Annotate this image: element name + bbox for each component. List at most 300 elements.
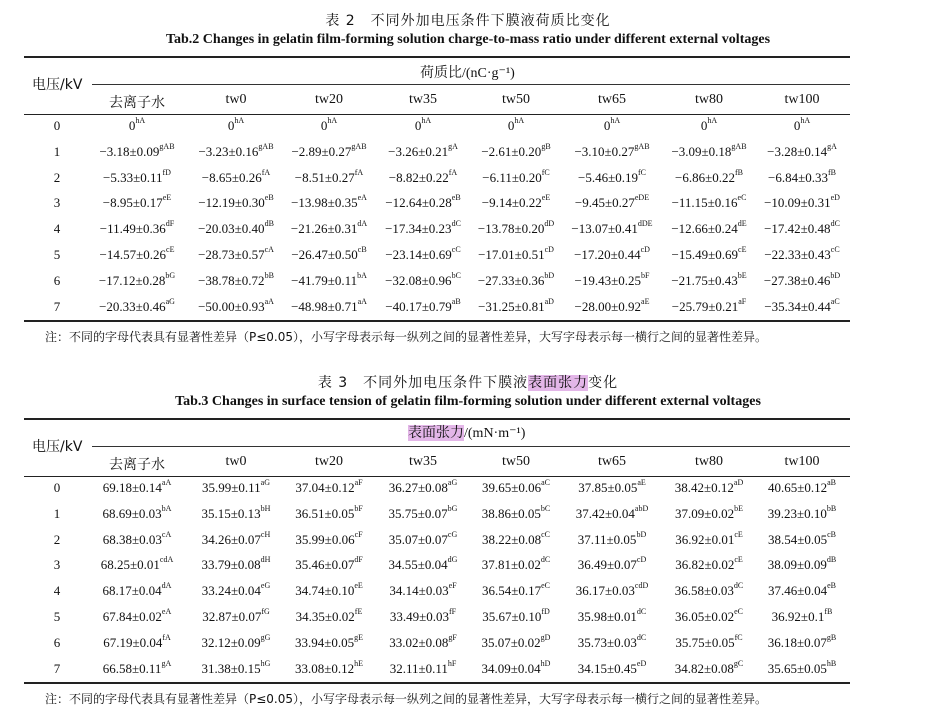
cell-value: 0 bbox=[128, 118, 136, 133]
cell-value: 35.75±0.07 bbox=[388, 505, 448, 521]
table-cell bbox=[103, 609, 171, 625]
significance-letters: gC bbox=[733, 658, 744, 668]
significance-letters: dB bbox=[826, 555, 837, 565]
cell-value: −22.33±0.43 bbox=[764, 247, 831, 262]
cell-value: −27.38±0.46 bbox=[763, 272, 831, 288]
table-cell bbox=[201, 658, 271, 677]
significance-letters: cH bbox=[260, 529, 271, 539]
significance-letters: abD bbox=[634, 503, 649, 513]
table-cell bbox=[295, 503, 363, 522]
table-cell bbox=[772, 609, 833, 625]
table-cell bbox=[675, 167, 743, 186]
significance-letters: bA bbox=[161, 503, 172, 513]
significance-letters: hA bbox=[800, 116, 811, 125]
significance-letters: cB bbox=[827, 529, 837, 539]
column-header: tw100 bbox=[784, 454, 820, 469]
table2-top-rule bbox=[24, 56, 850, 58]
significance-letters: hB bbox=[826, 658, 837, 668]
table-cell bbox=[767, 658, 837, 677]
table-cell bbox=[388, 503, 458, 522]
cell-value: −6.84±0.33 bbox=[768, 169, 828, 185]
cell-value: 0 bbox=[507, 118, 515, 133]
voltage-cell: 7 bbox=[53, 660, 61, 676]
cell-value: 36.82±0.02 bbox=[675, 557, 735, 573]
cell-value: 35.73±0.03 bbox=[577, 634, 637, 650]
cell-value: 37.42±0.04 bbox=[575, 505, 635, 521]
table-cell bbox=[671, 141, 747, 160]
table3-group-label-highlight: 表面张力 bbox=[408, 425, 464, 441]
column-header: tw65 bbox=[598, 454, 626, 469]
cell-value: 32.11±0.11 bbox=[389, 660, 448, 676]
table-cell bbox=[295, 529, 363, 548]
table-cell bbox=[385, 247, 460, 263]
table-cell bbox=[389, 557, 458, 573]
significance-letters: gAB bbox=[159, 141, 175, 151]
cell-value: −13.78±0.20 bbox=[477, 221, 545, 237]
cell-value: −25.79±0.21 bbox=[671, 298, 739, 314]
significance-letters: cD bbox=[544, 245, 554, 254]
column-header: tw35 bbox=[409, 454, 437, 469]
cell-value: 0 bbox=[603, 118, 611, 133]
cell-value: −9.45±0.27 bbox=[574, 195, 635, 211]
table-cell bbox=[672, 195, 747, 211]
cell-value: −40.17±0.79 bbox=[385, 298, 452, 314]
table-cell bbox=[671, 221, 746, 237]
table-cell bbox=[675, 632, 743, 651]
cell-value: 33.79±0.08 bbox=[201, 557, 261, 573]
significance-letters: dB bbox=[264, 219, 274, 229]
significance-letters: fB bbox=[827, 167, 836, 177]
significance-letters: eD bbox=[636, 658, 647, 668]
table-cell bbox=[768, 583, 836, 599]
table-cell bbox=[129, 118, 145, 134]
cell-value: 34.55±0.04 bbox=[388, 557, 448, 573]
table-cell bbox=[201, 167, 271, 186]
table-cell bbox=[198, 247, 274, 263]
table-cell bbox=[390, 609, 456, 625]
significance-letters: aG bbox=[447, 478, 458, 487]
cell-value: 36.54±0.17 bbox=[481, 583, 542, 599]
table-cell bbox=[478, 221, 554, 237]
significance-letters: hA bbox=[234, 116, 245, 125]
table-cell bbox=[228, 118, 244, 134]
cell-value: −26.47±0.50 bbox=[291, 247, 358, 262]
table-cell bbox=[482, 583, 550, 599]
significance-letters: hA bbox=[514, 116, 525, 125]
cell-value: −12.19±0.30 bbox=[198, 195, 265, 211]
significance-letters: aB bbox=[451, 296, 461, 306]
voltage-cell: 3 bbox=[53, 195, 61, 211]
significance-letters: gA bbox=[448, 141, 458, 151]
significance-letters: hE bbox=[354, 658, 364, 668]
table-cell bbox=[675, 480, 743, 496]
cell-value: 36.05±0.02 bbox=[674, 609, 735, 624]
significance-letters: dC bbox=[636, 632, 647, 642]
significance-letters: dDE bbox=[637, 219, 653, 229]
cell-value: −17.12±0.28 bbox=[98, 272, 166, 288]
cell-value: 0 bbox=[414, 118, 422, 133]
significance-letters: hA bbox=[421, 116, 432, 125]
cell-value: −41.79±0.11 bbox=[291, 272, 358, 288]
significance-letters: eC bbox=[541, 581, 551, 591]
table-cell bbox=[478, 296, 554, 315]
significance-letters: eE bbox=[541, 193, 551, 203]
significance-letters: dC bbox=[733, 581, 744, 591]
significance-letters: eC bbox=[734, 607, 744, 616]
cell-value: 38.86±0.05 bbox=[481, 505, 541, 521]
table-cell bbox=[574, 270, 650, 289]
table3-caption-cn bbox=[0, 372, 936, 392]
table-cell bbox=[388, 529, 458, 548]
cell-value: −17.01±0.51 bbox=[478, 247, 545, 262]
cell-value: −10.09±0.31 bbox=[764, 195, 831, 211]
table-cell bbox=[574, 141, 650, 160]
significance-letters: bB bbox=[826, 503, 837, 513]
cell-value: 34.09±0.04 bbox=[481, 660, 541, 676]
table-cell bbox=[202, 480, 270, 496]
table-cell bbox=[201, 632, 271, 651]
cell-value: 0 bbox=[793, 118, 801, 133]
cell-value: −8.51±0.27 bbox=[294, 169, 355, 185]
significance-letters: hD bbox=[540, 658, 551, 668]
cell-value: 33.24±0.04 bbox=[201, 583, 261, 599]
significance-letters: gE bbox=[354, 632, 364, 642]
cell-value: 36.92±0.01 bbox=[675, 531, 735, 547]
table-cell bbox=[385, 221, 461, 237]
significance-letters: bD bbox=[544, 270, 555, 280]
significance-letters: bE bbox=[734, 503, 744, 513]
cell-value: 35.99±0.06 bbox=[295, 531, 355, 547]
column-header: tw20 bbox=[315, 454, 343, 469]
voltage-cell: 2 bbox=[53, 531, 61, 547]
cell-value: 67.19±0.04 bbox=[103, 634, 163, 650]
significance-letters: eB bbox=[264, 193, 274, 203]
cell-value: −9.14±0.22 bbox=[481, 195, 542, 211]
table-cell bbox=[385, 296, 461, 315]
cell-value: 35.07±0.07 bbox=[388, 531, 448, 547]
cell-value: −27.33±0.36 bbox=[477, 272, 545, 288]
significance-letters: eB bbox=[827, 581, 837, 591]
table-cell bbox=[701, 118, 717, 134]
table-cell bbox=[578, 480, 646, 496]
table-cell bbox=[767, 503, 837, 522]
table-cell bbox=[103, 583, 172, 599]
table3-bottom-rule bbox=[24, 682, 850, 684]
table-cell bbox=[768, 480, 836, 496]
significance-letters: eE bbox=[354, 581, 363, 591]
table-cell bbox=[794, 118, 810, 134]
cell-value: −50.00±0.93 bbox=[198, 298, 265, 314]
significance-letters: dC bbox=[830, 219, 840, 229]
table-cell bbox=[295, 557, 363, 573]
table-cell bbox=[574, 296, 650, 315]
table3-caption-cn-post: 变化 bbox=[588, 375, 619, 391]
cell-value: 35.98±0.01 bbox=[577, 609, 637, 624]
table-cell bbox=[389, 632, 457, 651]
cell-value: 37.09±0.02 bbox=[674, 505, 735, 521]
significance-letters: cD bbox=[636, 555, 647, 565]
significance-letters: eE bbox=[162, 193, 172, 203]
significance-letters: bC bbox=[540, 503, 551, 513]
significance-letters: bD bbox=[830, 270, 841, 280]
cell-value: −32.08±0.96 bbox=[385, 272, 452, 288]
table3-group-rule bbox=[92, 446, 850, 447]
cell-value: −13.98±0.35 bbox=[291, 195, 358, 211]
table-cell bbox=[767, 632, 837, 651]
significance-letters: bB bbox=[264, 270, 274, 280]
cell-value: 34.15±0.45 bbox=[577, 660, 637, 676]
table-cell bbox=[675, 557, 743, 573]
cell-value: 36.58±0.03 bbox=[674, 583, 734, 599]
significance-letters: cF bbox=[354, 529, 363, 539]
cell-value: 35.46±0.07 bbox=[295, 557, 355, 573]
significance-letters: dE bbox=[737, 219, 747, 229]
table-cell bbox=[202, 609, 270, 625]
table-cell bbox=[294, 658, 364, 677]
significance-letters: dA bbox=[161, 581, 172, 591]
table-cell bbox=[389, 480, 457, 496]
table-cell bbox=[578, 609, 646, 625]
table3-top-rule bbox=[24, 418, 850, 420]
table2-note: 注：不同的字母代表具有显著性差异（P≤0.05），小写字母表示每一纵列之间的显著性差异，大写字母表示每一横行之间的显著性差异。 bbox=[45, 330, 768, 344]
cell-value: −20.33±0.46 bbox=[99, 298, 166, 314]
cell-value: −21.26±0.31 bbox=[290, 221, 358, 237]
significance-letters: cC bbox=[541, 529, 551, 539]
significance-letters: bD bbox=[636, 529, 647, 539]
cell-value: 34.82±0.08 bbox=[674, 660, 734, 676]
cell-value: −17.34±0.23 bbox=[385, 221, 452, 237]
cell-value: −11.49±0.36 bbox=[99, 221, 166, 237]
table-cell bbox=[481, 658, 551, 677]
significance-letters: cA bbox=[264, 245, 274, 254]
cell-value: −2.61±0.20 bbox=[481, 143, 542, 159]
significance-letters: hA bbox=[135, 116, 146, 125]
table2-group-label: 荷质比/(nC·g⁻¹) bbox=[420, 66, 515, 81]
column-header: tw50 bbox=[502, 454, 530, 469]
cell-value: −28.00±0.92 bbox=[574, 298, 642, 314]
table-cell bbox=[389, 658, 457, 677]
cell-value: −12.64±0.28 bbox=[385, 195, 452, 211]
column-header: tw80 bbox=[695, 454, 723, 469]
significance-letters: aA bbox=[264, 296, 274, 306]
table-cell bbox=[389, 583, 456, 599]
cell-value: −17.42±0.48 bbox=[764, 221, 831, 237]
cell-value: 35.99±0.11 bbox=[202, 480, 261, 495]
significance-letters: cC bbox=[830, 245, 840, 254]
cell-value: 68.69±0.03 bbox=[102, 505, 162, 521]
significance-letters: eDE bbox=[634, 193, 650, 203]
significance-letters: fB bbox=[734, 167, 743, 177]
significance-letters: cD bbox=[640, 245, 650, 254]
cell-value: −8.82±0.22 bbox=[388, 169, 449, 185]
table3-row-header: 电压/kV bbox=[32, 439, 83, 455]
cell-value: 68.38±0.03 bbox=[102, 531, 162, 547]
significance-letters: bF bbox=[641, 270, 650, 280]
significance-letters: fF bbox=[449, 607, 457, 616]
table-cell bbox=[388, 141, 458, 160]
table-cell bbox=[201, 503, 271, 522]
significance-letters: bA bbox=[357, 270, 367, 280]
table-cell bbox=[571, 221, 652, 237]
cell-value: −17.20±0.44 bbox=[574, 247, 641, 262]
significance-letters: fA bbox=[162, 632, 171, 642]
table-cell bbox=[202, 583, 270, 599]
table-cell bbox=[291, 195, 367, 211]
table-cell bbox=[291, 270, 367, 289]
cell-value: −2.89±0.27 bbox=[291, 143, 352, 159]
voltage-cell: 0 bbox=[53, 118, 61, 133]
table-cell bbox=[578, 557, 646, 573]
cell-value: −5.46±0.19 bbox=[578, 169, 638, 185]
significance-letters: gAB bbox=[731, 141, 747, 151]
significance-letters: aF bbox=[354, 478, 363, 487]
voltage-cell: 7 bbox=[53, 298, 61, 314]
significance-letters: gAB bbox=[258, 141, 274, 151]
cell-value: 0 bbox=[320, 118, 328, 133]
significance-letters: aB bbox=[827, 478, 837, 487]
cell-value: 33.02±0.08 bbox=[389, 634, 449, 650]
significance-letters: dH bbox=[260, 555, 271, 565]
column-header: 去离子水 bbox=[109, 95, 165, 111]
significance-letters: bC bbox=[451, 270, 461, 280]
significance-letters: dG bbox=[447, 555, 458, 565]
column-header: tw0 bbox=[225, 454, 247, 469]
table-cell bbox=[103, 480, 171, 496]
table-cell bbox=[675, 609, 743, 625]
significance-letters: gD bbox=[540, 632, 551, 642]
table-cell bbox=[198, 141, 274, 160]
cell-value: 39.65±0.06 bbox=[481, 480, 542, 495]
column-header: tw100 bbox=[784, 92, 820, 107]
table-cell bbox=[202, 557, 271, 573]
table-cell bbox=[385, 195, 460, 211]
significance-letters: aC bbox=[830, 296, 840, 306]
voltage-cell: 1 bbox=[53, 143, 61, 159]
significance-letters: dC bbox=[451, 219, 461, 229]
cell-value: −6.86±0.22 bbox=[675, 169, 735, 185]
table-cell bbox=[768, 167, 836, 186]
cell-value: −6.11±0.20 bbox=[482, 169, 542, 185]
voltage-cell: 0 bbox=[53, 480, 61, 495]
significance-letters: bH bbox=[260, 503, 271, 513]
table-cell bbox=[291, 221, 367, 237]
significance-letters: hG bbox=[260, 658, 271, 668]
table-cell bbox=[671, 270, 747, 289]
cell-value: −3.23±0.16 bbox=[198, 143, 259, 159]
table-cell bbox=[482, 557, 550, 573]
table-cell bbox=[675, 529, 743, 548]
significance-letters: eD bbox=[830, 193, 840, 203]
cell-value: −31.25±0.81 bbox=[478, 298, 545, 314]
significance-letters: cA bbox=[161, 529, 172, 539]
table-cell bbox=[577, 658, 647, 677]
table-cell bbox=[482, 195, 550, 211]
significance-letters: fG bbox=[261, 607, 270, 616]
voltage-cell: 6 bbox=[53, 272, 61, 288]
table-cell bbox=[98, 270, 176, 289]
table3-note: 注：不同的字母代表具有显著性差异（P≤0.05），小写字母表示每一纵列之间的显著性差异，大写字母表示每一横行之间的显著性差异。 bbox=[45, 692, 768, 706]
voltage-cell: 6 bbox=[53, 634, 61, 650]
cell-value: −3.09±0.18 bbox=[671, 143, 732, 159]
table-cell bbox=[767, 141, 837, 160]
table-cell bbox=[482, 167, 550, 186]
cell-value: 0 bbox=[700, 118, 708, 133]
table-cell bbox=[198, 270, 274, 289]
significance-letters: gAB bbox=[634, 141, 650, 151]
cell-value: −38.78±0.72 bbox=[198, 272, 265, 288]
cell-value: −3.18±0.09 bbox=[99, 143, 160, 159]
table2-bottom-rule bbox=[24, 320, 850, 322]
table-cell bbox=[577, 632, 647, 651]
table-cell bbox=[481, 141, 551, 160]
voltage-cell: 1 bbox=[53, 505, 61, 521]
significance-letters: gA bbox=[827, 141, 837, 151]
cell-value: −35.34±0.44 bbox=[764, 298, 831, 314]
significance-letters: eA bbox=[357, 193, 367, 203]
cell-value: 33.08±0.12 bbox=[294, 660, 355, 676]
column-header: tw50 bbox=[502, 92, 530, 107]
cell-value: 36.18±0.07 bbox=[767, 634, 827, 650]
significance-letters: cG bbox=[447, 529, 458, 539]
table-cell bbox=[295, 583, 363, 599]
cell-value: −13.07±0.41 bbox=[571, 221, 638, 237]
cell-value: 69.18±0.14 bbox=[102, 480, 162, 495]
column-header: 去离子水 bbox=[109, 457, 165, 473]
voltage-cell: 2 bbox=[53, 169, 61, 185]
cell-value: −5.33±0.11 bbox=[103, 169, 163, 185]
significance-letters: gB bbox=[826, 632, 837, 642]
table-cell bbox=[671, 296, 747, 315]
table-cell bbox=[477, 270, 555, 289]
significance-letters: gG bbox=[260, 632, 271, 642]
table-cell bbox=[291, 141, 367, 160]
table-cell bbox=[481, 632, 551, 651]
table-cell bbox=[674, 658, 744, 677]
voltage-cell: 4 bbox=[53, 583, 61, 599]
table2-group-rule bbox=[92, 84, 850, 85]
significance-letters: dC bbox=[636, 607, 647, 616]
table-cell bbox=[478, 247, 554, 263]
table-cell bbox=[415, 118, 431, 134]
table-cell bbox=[575, 503, 649, 522]
cell-value: 34.74±0.10 bbox=[295, 583, 355, 599]
cell-value: −3.28±0.14 bbox=[767, 143, 828, 159]
cell-value: 35.07±0.02 bbox=[481, 634, 541, 650]
table-cell bbox=[291, 296, 367, 315]
cell-value: 35.75±0.05 bbox=[675, 634, 735, 650]
table-cell bbox=[291, 247, 366, 263]
table-cell bbox=[198, 195, 273, 211]
table-cell bbox=[198, 296, 274, 315]
voltage-cell: 4 bbox=[53, 221, 61, 237]
significance-letters: aG bbox=[260, 478, 270, 487]
table-cell bbox=[100, 221, 174, 237]
table-cell bbox=[99, 296, 175, 315]
table-cell bbox=[764, 296, 840, 315]
significance-letters: fB bbox=[824, 607, 833, 616]
cell-value: −21.75±0.43 bbox=[671, 272, 738, 288]
significance-letters: hA bbox=[707, 116, 718, 125]
column-header: tw0 bbox=[225, 92, 247, 107]
significance-letters: eF bbox=[448, 581, 457, 591]
cell-value: −11.15±0.16 bbox=[671, 195, 738, 211]
significance-letters: fA bbox=[354, 167, 364, 177]
significance-letters: aD bbox=[544, 296, 554, 306]
table-cell bbox=[768, 557, 836, 573]
significance-letters: eG bbox=[260, 581, 271, 591]
cell-value: 67.84±0.02 bbox=[102, 609, 162, 624]
significance-letters: dA bbox=[357, 219, 368, 229]
